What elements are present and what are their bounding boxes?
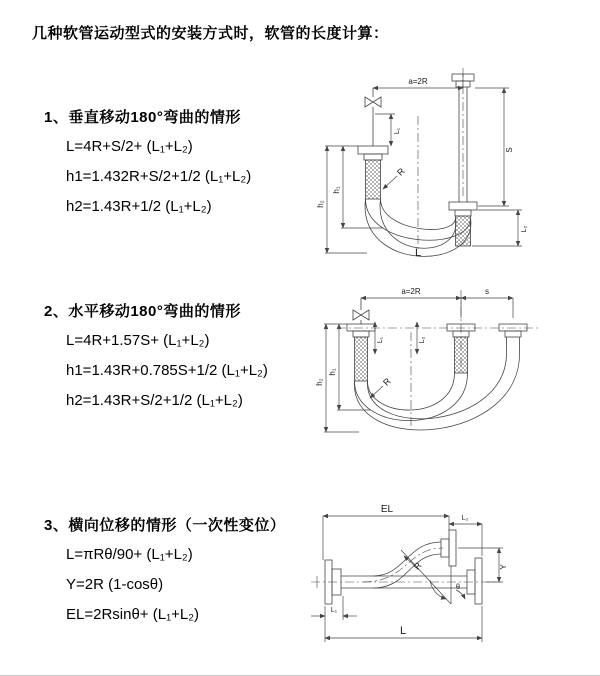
dimension-l1 — [375, 114, 395, 146]
radius-label: R — [381, 376, 393, 388]
formula-h2: h2=1.43R+1/2 (L₁+L₂) — [66, 198, 212, 215]
radius-leader — [370, 386, 383, 398]
section-2-formulas — [66, 326, 268, 416]
section-2 — [44, 300, 268, 416]
section-1-heading: 1、垂直移动180°弯曲的情形 — [44, 109, 241, 126]
formula-l: L=4R+S/2+ (L₁+L₂) — [66, 138, 193, 155]
formula-h1: h1=1.432R+S/2+1/2 (L₁+L₂) — [66, 168, 252, 185]
dimension-h2 — [325, 146, 367, 253]
dimension-h2 — [324, 324, 359, 432]
valve-icon — [365, 88, 381, 146]
dim-label-s: S — [505, 147, 514, 153]
section-2-heading: 2、水平移动180°弯曲的情形 — [44, 303, 241, 320]
radius-label: R — [411, 560, 424, 572]
section-3 — [44, 514, 285, 630]
dim-label-l: L — [399, 625, 407, 637]
diagram-lateral-displacement — [303, 498, 571, 654]
diagram-horizontal-180-bend — [313, 282, 550, 462]
dim-label-a2r: a=2R — [401, 287, 421, 296]
diagram-vertical-180-bend — [313, 62, 545, 258]
dim-label-s: s — [485, 287, 489, 296]
braided-hose-section — [456, 216, 471, 246]
dim-label-y: Y — [499, 564, 508, 570]
dim-label-h2: h₂ — [315, 378, 324, 386]
braided-hose-section — [366, 160, 381, 199]
formula-l: L=4R+1.57S+ (L₁+L₂) — [66, 332, 210, 349]
radius-leader — [383, 176, 397, 189]
formula-y: Y=2R (1-cosθ) — [66, 576, 164, 593]
valve-icon — [353, 298, 369, 324]
dimension-l2 — [449, 524, 482, 556]
theta-label: θ — [456, 584, 460, 591]
formula-el: EL=2Rsinθ+ (L₁+L₂) — [66, 606, 200, 623]
formula-l: L=πRθ/90+ (L₁+L₂) — [66, 546, 193, 563]
dim-label-l2: L₂ — [419, 336, 426, 344]
dim-label-l1: L₁ — [394, 127, 401, 135]
formula-h2: h2=1.43R+S/2+1/2 (L₁+L₂) — [66, 392, 243, 409]
theta-angle-construction — [401, 550, 465, 604]
dim-label-l: L — [414, 247, 422, 258]
dimension-l2 — [472, 210, 522, 246]
middle-flange-fitting — [447, 324, 475, 373]
section-1 — [44, 106, 251, 222]
dim-label-el: EL — [380, 504, 394, 515]
u-bend-arcs — [354, 351, 519, 430]
section-3-heading: 3、横向位移的情形（一次性变位） — [44, 517, 286, 534]
dimension-a2r — [361, 298, 461, 318]
braided-hose-section — [455, 337, 468, 373]
dimension-y — [458, 548, 503, 582]
page-title: 几种软管运动型式的安装方式时，软管的长度计算： — [32, 25, 389, 42]
dim-label-l2: L₂ — [461, 515, 469, 522]
dimension-s — [475, 88, 509, 206]
dim-label-l1: L₁ — [377, 336, 384, 344]
dim-label-h1: h₁ — [328, 368, 337, 376]
section-3-formulas — [66, 540, 285, 630]
left-flange-fitting — [358, 146, 388, 199]
dim-label-a2r: a=2R — [408, 77, 428, 86]
dimension-el — [323, 516, 449, 560]
dim-label-h1: h₁ — [332, 186, 341, 194]
formula-h1: h1=1.43R+0.785S+1/2 (L₁+L₂) — [66, 362, 268, 379]
dim-label-l2: L₂ — [521, 225, 528, 233]
dim-label-h2: h₂ — [316, 200, 325, 208]
dimension-s-move — [461, 298, 513, 318]
dim-label-l1: L₁ — [330, 607, 338, 614]
section-1-formulas — [66, 132, 251, 222]
radius-label: R — [395, 166, 407, 178]
braided-hose-section — [355, 337, 368, 381]
left-flange-fitting — [347, 324, 375, 381]
